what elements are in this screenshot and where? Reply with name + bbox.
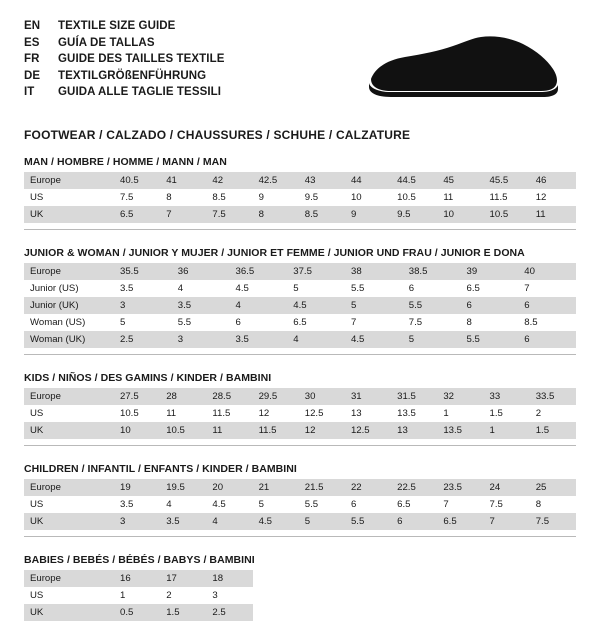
size-cell: 5.5 (461, 331, 519, 348)
size-cell: 0.5 (114, 604, 160, 621)
size-cell: 11 (530, 206, 576, 223)
size-cell: 45.5 (484, 172, 530, 189)
group-separator (24, 536, 576, 537)
size-group (24, 554, 576, 621)
size-cell: 9.5 (391, 206, 437, 223)
size-cell: 4.5 (345, 331, 403, 348)
size-cell: 13.5 (437, 422, 483, 439)
size-cell (253, 570, 299, 587)
size-cell: 28.5 (206, 388, 252, 405)
language-title: TEXTILE SIZE GUIDE (58, 20, 176, 32)
size-cell: 3.5 (114, 280, 172, 297)
size-cell: 4 (160, 496, 206, 513)
size-cell: 8 (253, 206, 299, 223)
size-cell: 2.5 (114, 331, 172, 348)
language-row (24, 68, 225, 85)
size-cell: 4.5 (253, 513, 299, 530)
size-cell: 17 (160, 570, 206, 587)
group-separator (24, 354, 576, 355)
size-cell (345, 587, 391, 604)
size-cell: 8.5 (206, 189, 252, 206)
size-cell: 32 (437, 388, 483, 405)
size-cell: 7.5 (114, 189, 160, 206)
size-cell: 43 (299, 172, 345, 189)
size-table (24, 172, 576, 223)
size-cell: 1.5 (160, 604, 206, 621)
row-label: US (24, 587, 114, 604)
size-cell: 22 (345, 479, 391, 496)
size-cell: 3 (114, 297, 172, 314)
size-cell: 37.5 (287, 263, 345, 280)
language-title: GUÍA DE TALLAS (58, 36, 155, 49)
table-row (24, 280, 576, 297)
size-cell: 10.5 (391, 189, 437, 206)
size-cell (437, 570, 483, 587)
size-cell: 8 (461, 314, 519, 331)
size-group-heading: JUNIOR & WOMAN / JUNIOR Y MUJER / JUNIOR ET FEMME / JUNIOR UND FRAU / JUNIOR E DONA (24, 247, 525, 259)
size-cell: 12 (530, 189, 576, 206)
row-label: US (24, 496, 114, 513)
language-row (24, 84, 225, 101)
size-group (24, 247, 576, 355)
table-row (24, 422, 576, 439)
table-row (24, 172, 576, 189)
size-cell (299, 587, 345, 604)
size-cell: 36.5 (230, 263, 288, 280)
size-cell: 11 (206, 422, 252, 439)
size-cell: 6.5 (461, 280, 519, 297)
size-cell: 5.5 (345, 513, 391, 530)
language-code: DE (24, 69, 41, 82)
size-group (24, 156, 576, 230)
size-cell: 5.5 (299, 496, 345, 513)
size-cell: 3 (172, 331, 230, 348)
row-label: Europe (24, 479, 114, 496)
size-cell: 8 (160, 189, 206, 206)
size-cell: 13 (391, 422, 437, 439)
size-cell: 7 (484, 513, 530, 530)
table-row (24, 189, 576, 206)
size-cell: 10.5 (484, 206, 530, 223)
size-cell: 38.5 (403, 263, 461, 280)
size-cell: 10 (437, 206, 483, 223)
size-cell: 42.5 (253, 172, 299, 189)
size-table (24, 570, 576, 621)
language-row (24, 35, 225, 52)
row-label: Europe (24, 388, 114, 405)
size-cell: 6.5 (114, 206, 160, 223)
language-code: EN (24, 20, 41, 32)
size-cell: 11.5 (206, 405, 252, 422)
table-row (24, 604, 576, 621)
size-cell (253, 587, 299, 604)
footwear-section-title: FOOTWEAR / CALZADO / CHAUSSURES / SCHUHE / CALZATURE (24, 128, 411, 142)
size-cell: 19.5 (160, 479, 206, 496)
size-cell: 2 (530, 405, 576, 422)
size-cell: 9 (345, 206, 391, 223)
size-cell: 12 (299, 422, 345, 439)
size-cell: 10 (345, 189, 391, 206)
size-cell: 8 (530, 496, 576, 513)
table-row (24, 405, 576, 422)
size-cell: 5 (299, 513, 345, 530)
size-cell: 21.5 (299, 479, 345, 496)
size-cell: 39 (461, 263, 519, 280)
language-title: TEXTILGRÖßENFÜHRUNG (58, 69, 207, 82)
table-row (24, 263, 576, 280)
size-cell: 6 (518, 331, 576, 348)
size-cell (391, 570, 437, 587)
size-cell: 1 (114, 587, 160, 604)
size-cell: 44 (345, 172, 391, 189)
size-cell: 12.5 (345, 422, 391, 439)
size-cell: 38 (345, 263, 403, 280)
size-cell (299, 570, 345, 587)
table-row (24, 587, 576, 604)
size-cell: 36 (172, 263, 230, 280)
size-cell: 1.5 (484, 405, 530, 422)
table-row (24, 388, 576, 405)
size-cell: 31.5 (391, 388, 437, 405)
size-cell: 3.5 (230, 331, 288, 348)
dress-shoe-icon (356, 30, 566, 110)
language-row (24, 51, 225, 68)
size-cell: 44.5 (391, 172, 437, 189)
size-cell: 33 (484, 388, 530, 405)
size-cell (530, 604, 576, 621)
size-tables-root (24, 156, 576, 621)
size-cell: 1 (484, 422, 530, 439)
size-cell: 7.5 (206, 206, 252, 223)
size-group-heading: CHILDREN / INFANTIL / ENFANTS / KINDER / BAMBINI (24, 463, 297, 475)
size-cell: 6.5 (437, 513, 483, 530)
table-row (24, 314, 576, 331)
size-group-heading: KIDS / NIÑOS / DES GAMINS / KINDER / BAMBINI (24, 372, 272, 384)
size-cell: 4 (206, 513, 252, 530)
size-cell: 4.5 (287, 297, 345, 314)
row-label: Europe (24, 172, 114, 189)
size-cell (484, 570, 530, 587)
size-cell: 7 (345, 314, 403, 331)
size-cell: 2 (160, 587, 206, 604)
size-cell (299, 604, 345, 621)
size-group-heading: MAN / HOMBRE / HOMME / MANN / MAN (24, 156, 227, 168)
size-cell: 5 (287, 280, 345, 297)
size-cell: 33.5 (530, 388, 576, 405)
size-cell: 6 (230, 314, 288, 331)
size-cell: 5 (345, 297, 403, 314)
language-title: GUIDE DES TAILLES TEXTILE (58, 53, 225, 65)
table-row (24, 496, 576, 513)
size-cell: 41 (160, 172, 206, 189)
size-cell: 30 (299, 388, 345, 405)
size-cell: 3 (206, 587, 252, 604)
row-label: Woman (UK) (24, 331, 114, 348)
size-table (24, 479, 576, 530)
page-header (24, 18, 576, 110)
row-label: Europe (24, 263, 114, 280)
language-title-list (24, 18, 225, 101)
size-cell: 45 (437, 172, 483, 189)
size-cell: 12 (253, 405, 299, 422)
size-cell: 18 (206, 570, 252, 587)
size-cell: 5.5 (403, 297, 461, 314)
size-cell: 5 (253, 496, 299, 513)
size-cell: 3 (114, 513, 160, 530)
size-cell: 7.5 (403, 314, 461, 331)
table-row (24, 206, 576, 223)
size-cell: 7.5 (484, 496, 530, 513)
size-cell: 1.5 (530, 422, 576, 439)
table-row (24, 513, 576, 530)
size-cell: 11.5 (253, 422, 299, 439)
row-label: UK (24, 206, 114, 223)
size-cell: 23.5 (437, 479, 483, 496)
size-cell: 10.5 (114, 405, 160, 422)
size-cell: 10.5 (160, 422, 206, 439)
row-label: Europe (24, 570, 114, 587)
row-label: Junior (UK) (24, 297, 114, 314)
row-label: Junior (US) (24, 280, 114, 297)
size-cell: 46 (530, 172, 576, 189)
language-code: FR (24, 53, 40, 65)
size-cell: 27.5 (114, 388, 160, 405)
size-cell: 4 (172, 280, 230, 297)
size-cell: 24 (484, 479, 530, 496)
language-code: ES (24, 36, 40, 49)
size-cell: 4.5 (230, 280, 288, 297)
size-cell (391, 587, 437, 604)
size-cell: 7 (437, 496, 483, 513)
size-cell: 21 (253, 479, 299, 496)
size-cell: 4 (287, 331, 345, 348)
size-cell: 16 (114, 570, 160, 587)
size-cell: 11.5 (484, 189, 530, 206)
size-group (24, 463, 576, 537)
size-cell (437, 604, 483, 621)
group-separator (24, 229, 576, 230)
size-cell: 13 (345, 405, 391, 422)
row-label: US (24, 189, 114, 206)
size-cell: 22.5 (391, 479, 437, 496)
size-cell: 11 (437, 189, 483, 206)
row-label: UK (24, 422, 114, 439)
size-cell: 7 (518, 280, 576, 297)
size-cell: 11 (160, 405, 206, 422)
size-cell (253, 604, 299, 621)
size-cell (345, 570, 391, 587)
size-cell: 4.5 (206, 496, 252, 513)
size-cell (345, 604, 391, 621)
size-cell: 7 (160, 206, 206, 223)
size-cell: 6 (345, 496, 391, 513)
size-cell: 1 (437, 405, 483, 422)
size-cell: 6 (518, 297, 576, 314)
size-cell: 6 (391, 513, 437, 530)
size-cell (391, 604, 437, 621)
size-cell: 29.5 (253, 388, 299, 405)
size-cell (437, 587, 483, 604)
size-cell: 5.5 (345, 280, 403, 297)
size-cell (530, 570, 576, 587)
size-cell: 8.5 (518, 314, 576, 331)
size-cell: 8.5 (299, 206, 345, 223)
size-cell: 7.5 (530, 513, 576, 530)
row-label: US (24, 405, 114, 422)
size-cell: 9.5 (299, 189, 345, 206)
table-row (24, 570, 576, 587)
row-label: UK (24, 604, 114, 621)
size-cell: 25 (530, 479, 576, 496)
size-cell: 2.5 (206, 604, 252, 621)
size-group-heading: BABIES / BEBÉS / BÉBÉS / BABYS / BAMBINI (24, 554, 255, 566)
size-cell: 6.5 (287, 314, 345, 331)
size-cell: 3.5 (114, 496, 160, 513)
table-row (24, 331, 576, 348)
size-cell: 6 (461, 297, 519, 314)
size-cell (530, 587, 576, 604)
size-cell: 5 (403, 331, 461, 348)
language-code: IT (24, 86, 35, 98)
size-cell: 5.5 (172, 314, 230, 331)
size-cell (484, 587, 530, 604)
size-group (24, 372, 576, 446)
size-cell: 3.5 (160, 513, 206, 530)
size-cell: 42 (206, 172, 252, 189)
size-cell: 13.5 (391, 405, 437, 422)
size-cell: 28 (160, 388, 206, 405)
size-cell: 5 (114, 314, 172, 331)
size-cell: 40 (518, 263, 576, 280)
row-label: UK (24, 513, 114, 530)
language-row (24, 18, 225, 35)
size-table (24, 263, 576, 348)
size-cell: 3.5 (172, 297, 230, 314)
group-separator (24, 445, 576, 446)
size-cell (484, 604, 530, 621)
language-title: GUIDA ALLE TAGLIE TESSILI (58, 86, 222, 98)
size-cell: 40.5 (114, 172, 160, 189)
size-cell: 12.5 (299, 405, 345, 422)
size-cell: 9 (253, 189, 299, 206)
size-cell: 31 (345, 388, 391, 405)
table-row (24, 297, 576, 314)
size-cell: 10 (114, 422, 160, 439)
size-cell: 20 (206, 479, 252, 496)
size-cell: 6 (403, 280, 461, 297)
row-label: Woman (US) (24, 314, 114, 331)
size-cell: 6.5 (391, 496, 437, 513)
size-cell: 19 (114, 479, 160, 496)
table-row (24, 479, 576, 496)
size-cell: 35.5 (114, 263, 172, 280)
size-table (24, 388, 576, 439)
size-cell: 4 (230, 297, 288, 314)
